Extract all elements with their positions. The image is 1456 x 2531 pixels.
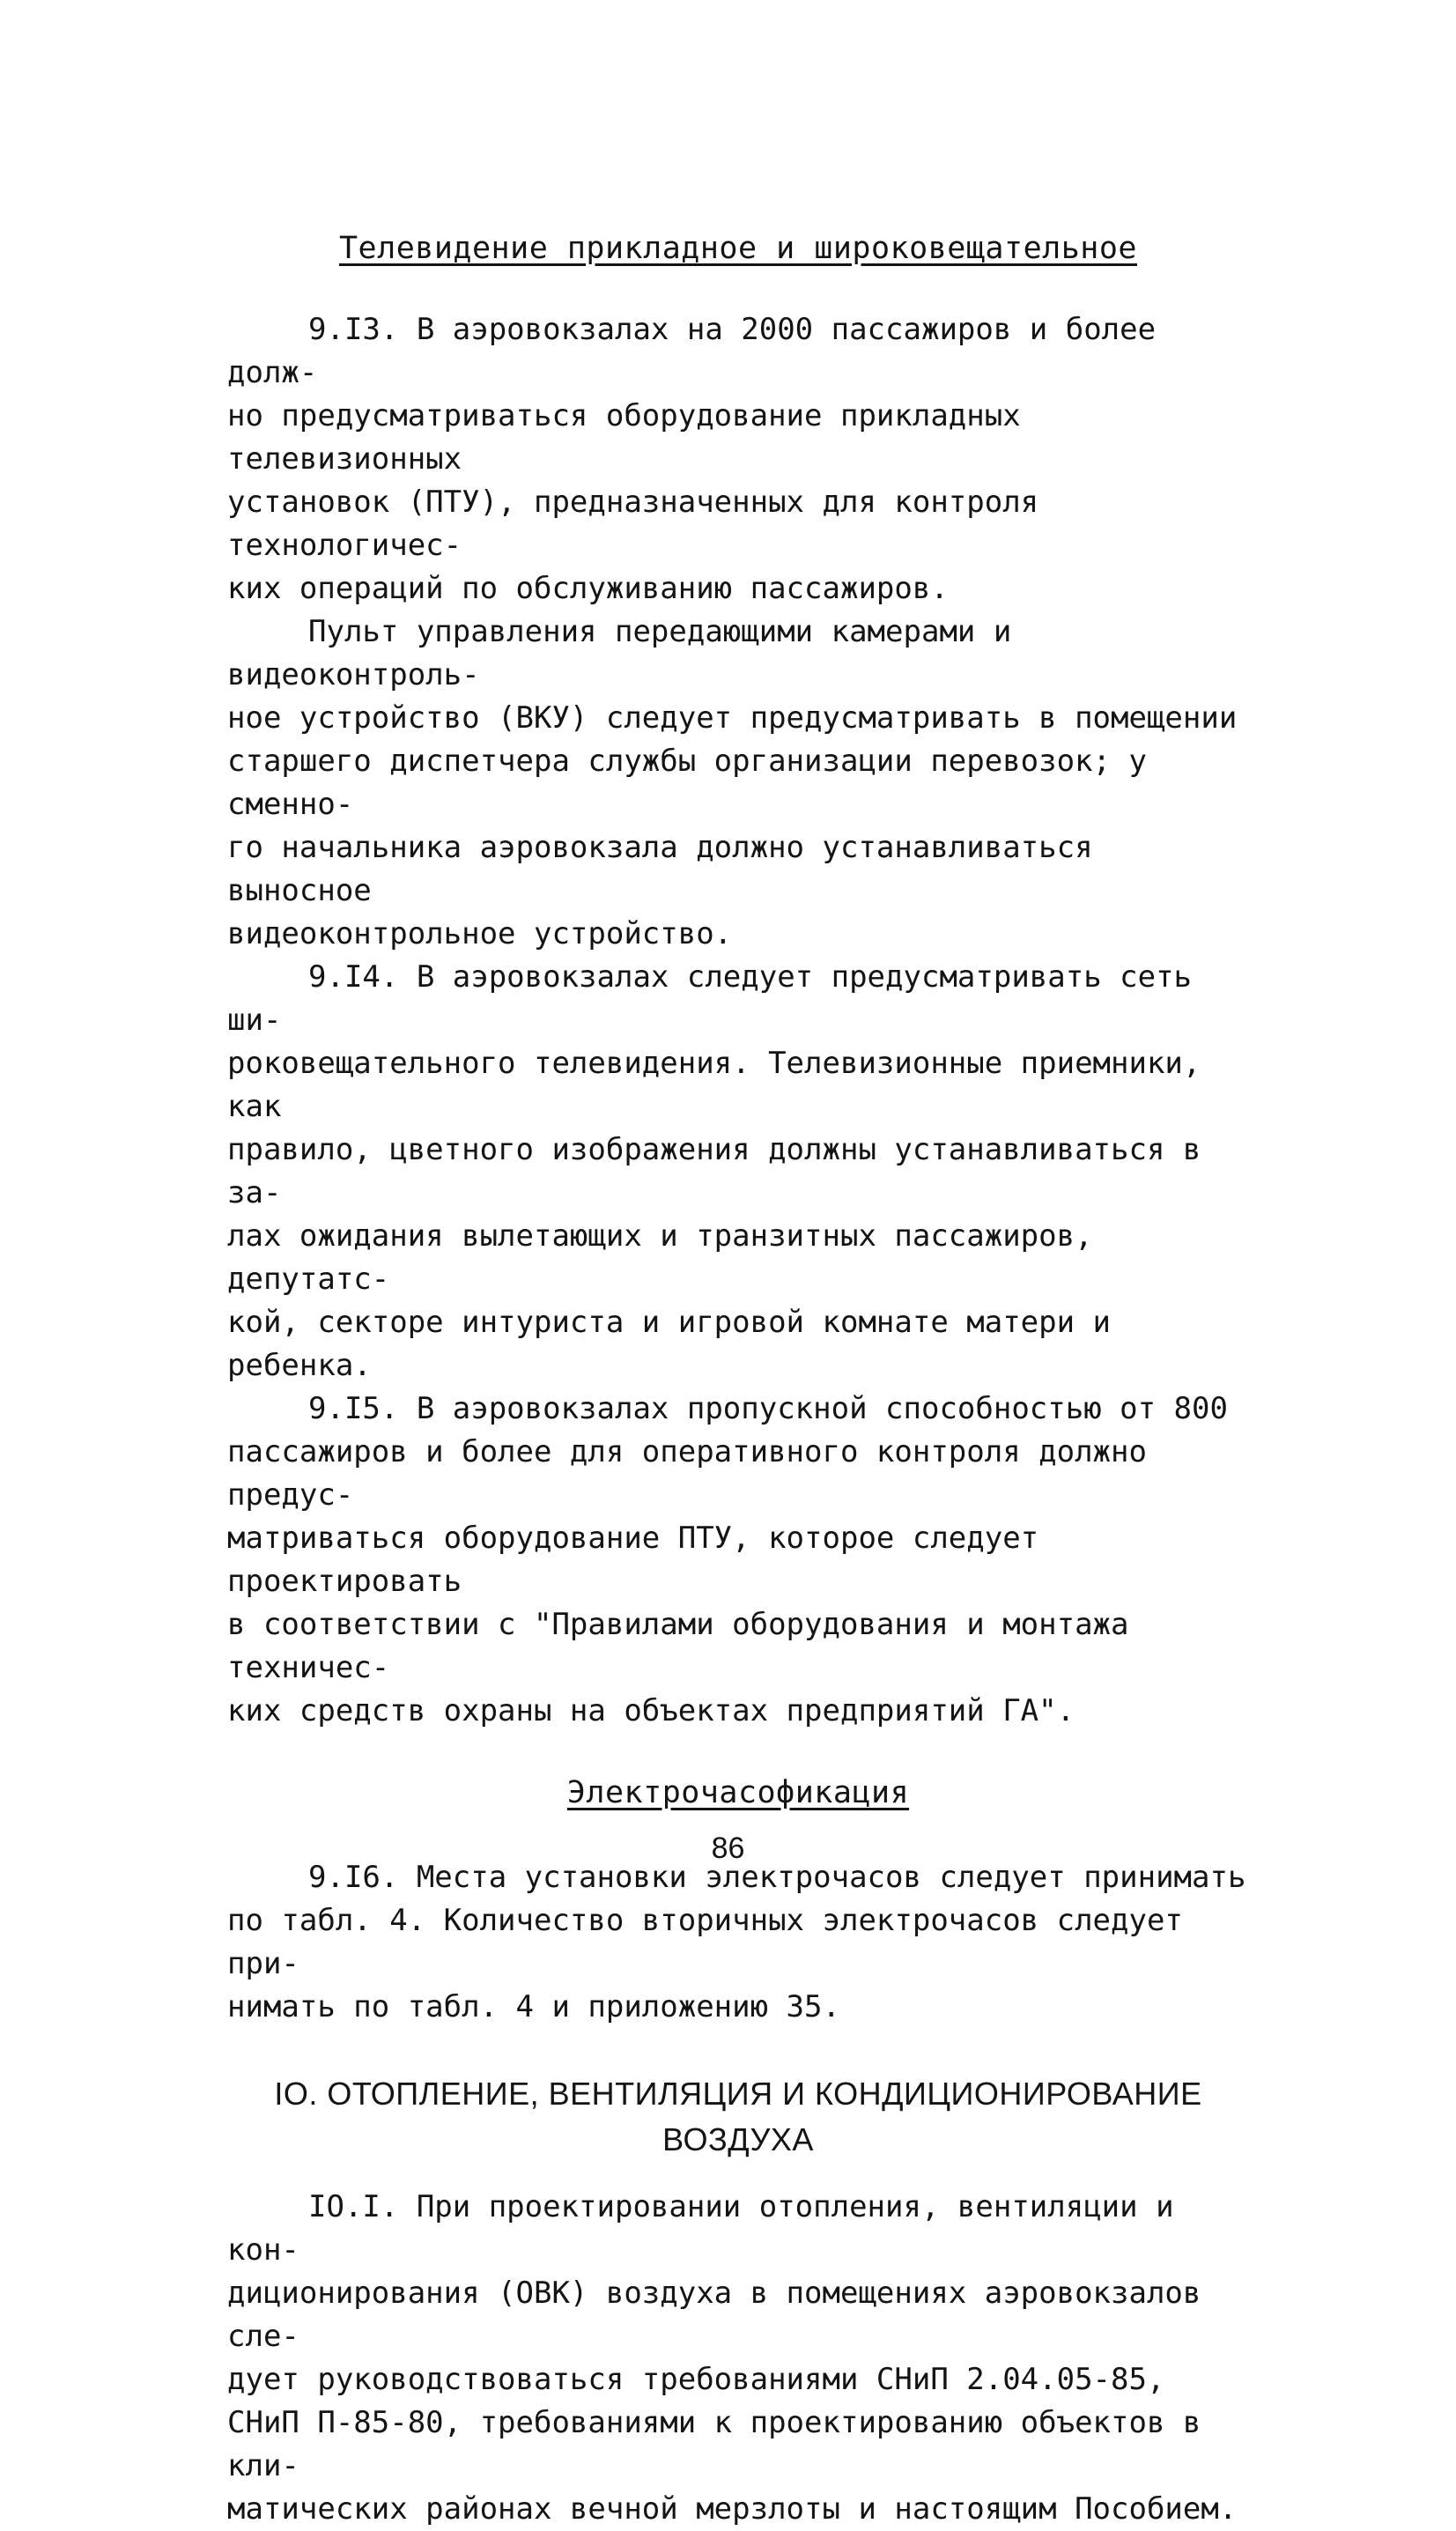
paragraph-9-16: 9.I6. Места установки электрочасов следует принимать по табл. 4. Количество вторичных электрочасов следует при- нимать по табл. 4 и приложению 35. (227, 1860, 1246, 2024)
heading-television (227, 227, 1249, 270)
heading-television-text: Телевидение прикладное и широковещательное (338, 231, 1137, 266)
page-number: 86 (711, 1832, 745, 1865)
page-content (227, 227, 1249, 2531)
paragraph-9-13: 9.I3. В аэровокзалах на 2000 пассажиров и более долж- но предусматриваться оборудование прикладных телевизионных установок (ПТУ), предназначенных для контроля технологичес- ких операций по обслуживанию пассажиров. (227, 312, 1157, 606)
paragraph-9-14: 9.I4. В аэровокзалах следует предусматривать сеть ши- роковещательного телевидения. Телевизионные приемники, как правило, цветного изображения должны устанавливаться в за- лах ожидания вылетающих и транзитных пассажиров, депутатс- кой, секторе интуриста и игровой комнате матери и ребенка. (227, 959, 1201, 1383)
paragraph-9-15: 9.I5. В аэровокзалах пропускной способностью от 800 пассажиров и более для оперативного контроля должно предус- матриваться оборудование ПТУ, которое следует проектировать в соответствии с "Правилами оборудования и монтажа техничес- ких средств охраны на объектах предприятий ГА". (227, 1391, 1228, 1728)
heading-electroclock-text: Электрочасофикация (566, 1775, 910, 1810)
section-10-title-line1: IO. ОТОПЛЕНИЕ, ВЕНТИЛЯЦИЯ И КОНДИЦИОНИРОВАНИЕ (274, 2076, 1202, 2112)
heading-electroclock (227, 1772, 1249, 1814)
paragraph-10-1: IO.I. При проектировании отопления, вентиляции и кон- диционирования (ОВК) воздуха в помещениях аэровокзалов сле- дует руководствоваться требованиями СНиП 2.04.05-85, СНиП П-85-80, требованиями к проектированию объектов в кли- матических районах вечной мерзлоты и настоящим Пособием. (227, 2189, 1238, 2527)
paragraph-9-13-continued: Пульт управления передающими камерами и видеоконтроль- ное устройство (ВКУ) следует предусматривать в помещении старшего диспетчера службы организации перевозок; у сменно- го начальника аэровокзала должно устанавливаться выносное видеоконтрольное устройство. (227, 614, 1238, 951)
section-10-title-line2: ВОЗДУХА (662, 2121, 814, 2157)
